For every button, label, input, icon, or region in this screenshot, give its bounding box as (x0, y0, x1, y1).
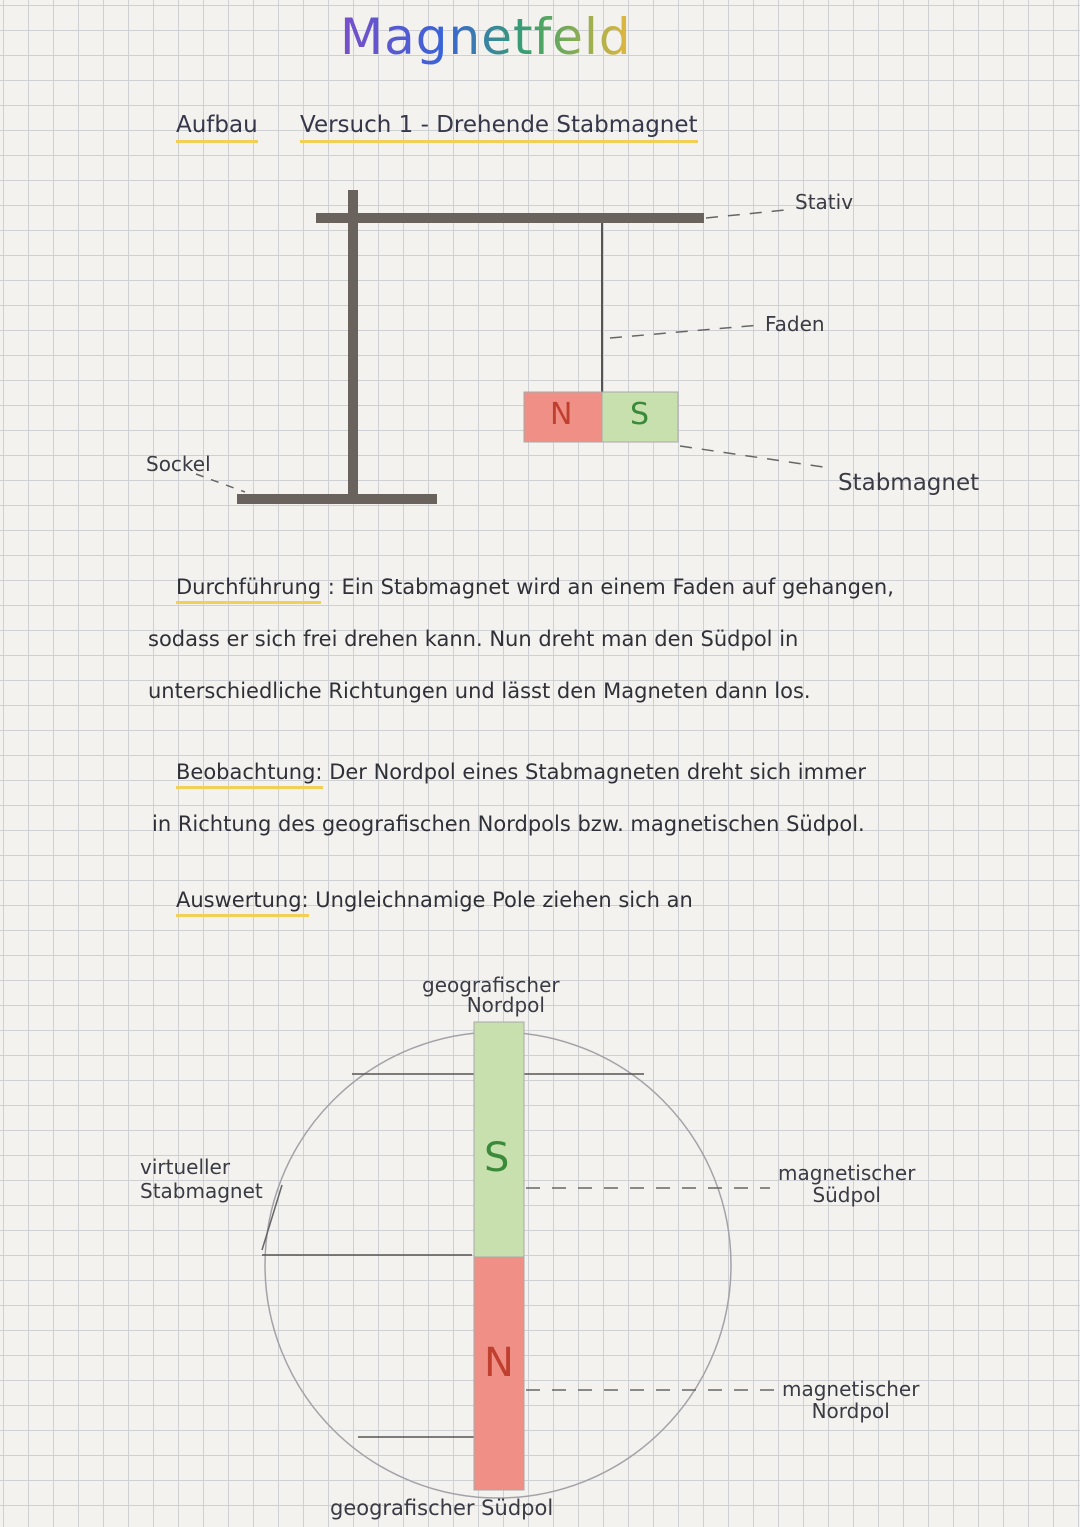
geo-south-label: geografischer Südpol (330, 1496, 554, 1520)
beobachtung-line2: in Richtung des geografischen Nordpols bzw. magnetischen Südpol. (152, 812, 865, 836)
mag-north-label (782, 1378, 919, 1422)
geo-north-line1: geografischer (422, 973, 560, 997)
sockel-label: Sockel (146, 452, 211, 476)
auswertung-text: Ungleichnamige Pole ziehen sich an (315, 888, 693, 912)
mag-north-line2: Nordpol (811, 1399, 890, 1423)
virtual-line2: Stabmagnet (140, 1179, 263, 1203)
stativ-label: Stativ (795, 190, 854, 214)
mag-south-line2: Südpol (812, 1183, 881, 1207)
auswertung-label: Auswertung: (176, 888, 309, 917)
geo-north-line2: Nordpol (466, 993, 545, 1017)
mag-south-line1: magnetischer (778, 1161, 916, 1185)
virtual-leader (262, 1185, 282, 1250)
durchfuehrung-line1: Ein Stabmagnet wird an einem Faden auf gehangen, (341, 575, 894, 599)
earth-magnet-north-label: N (484, 1340, 514, 1386)
durchfuehrung-line2: sodass er sich frei drehen kann. Nun dreht man den Südpol in (148, 627, 799, 651)
mag-south-label (778, 1162, 915, 1206)
aufbau-heading: Aufbau (176, 112, 258, 143)
mag-north-line1: magnetischer (782, 1377, 920, 1401)
faden-label: Faden (765, 312, 825, 336)
stabmagnet-label: Stabmagnet (838, 470, 980, 496)
durchfuehrung-colon: : (321, 575, 342, 599)
beobachtung-line1: Der Nordpol eines Stabmagneten dreht sich immer (329, 760, 867, 784)
earth-magnet-south-label: S (484, 1135, 510, 1181)
virtual-line1: virtueller (140, 1155, 231, 1179)
magnet-north-label: N (550, 397, 573, 432)
durchfuehrung-line3: unterschiedliche Richtungen und lässt den Magneten dann los. (148, 679, 811, 703)
page-title: Magnetfeld (340, 8, 632, 66)
geo-north-label (422, 975, 560, 1015)
durchfuehrung-label: Durchführung (176, 575, 321, 604)
magnet-south-label: S (630, 397, 650, 432)
virtual-magnet-label (140, 1155, 263, 1203)
beobachtung-label: Beobachtung: (176, 760, 323, 789)
experiment-title: Versuch 1 - Drehende Stabmagnet (300, 112, 698, 143)
